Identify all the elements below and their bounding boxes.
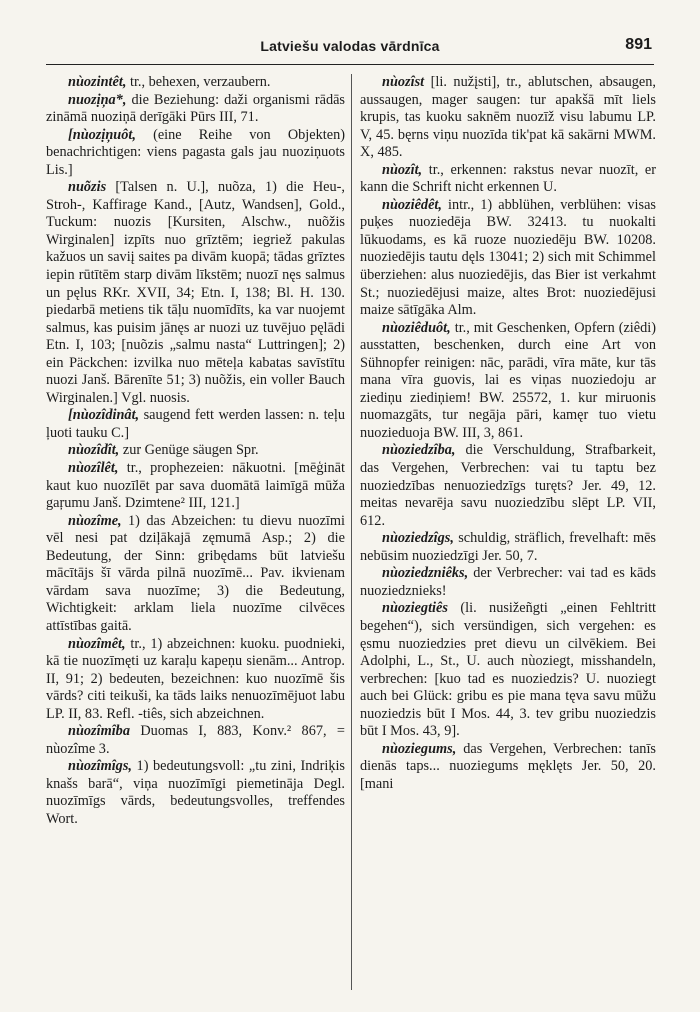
entry-headword: nuozịņa*, [68,91,127,108]
running-title: Latviešu valodas vārdnīca [260,38,440,54]
entry-headword: nùozîmêt, [68,635,126,652]
dictionary-entry [360,442,656,530]
entry-headword: nùozît, [382,161,423,178]
dictionary-entry [360,530,656,565]
entry-text: 1) das Abzeichen: tu dievu nuozīmi vēl nesi pat dziļākajā zęmumā Asp.; 2) die Bedeutung, der Sinn: gribędams būt latviešu mācītājs šī vārda pilnā nuozīmē... Pav. ikvienam vārdam sava nuozīme; 3) die Bedeutung, Wichtigkeit: arklam liela nuozīme cilvēces attīstības gaitā. [46,512,345,634]
entry-headword: [nùozịņuôt, [68,126,136,143]
entry-headword: nùoziedzîgs, [382,530,454,547]
dictionary-entry [46,513,345,636]
header-rule [46,64,654,65]
left-column [46,74,345,998]
entry-headword: nùoziedzniêks, [382,565,469,582]
dictionary-entry [360,162,656,197]
dictionary-entry [46,723,345,758]
dictionary-entry [360,565,656,600]
right-column [360,74,656,998]
column-divider [351,74,352,990]
dictionary-entry [46,460,345,513]
dictionary-entry [46,74,345,92]
page-number: 891 [625,36,652,53]
entry-text: der Verbrecher: vai tad es kāds nuoziedznieks! [360,565,656,599]
entry-text: tr., 1) abzeichnen: kuoku. puodnieki, kā tie nuozīmęti uz karaļu kapeņu sienām... Antrop. II, 91; 2) bedeuten, bezeichnen: kuo nuozīmē šis vārds? citi teikuši, ka tāds laiks nenuozīmējuot labu LP. II, 83. Refl. -tiês, sich abzeichnen. [46,635,345,722]
entry-text: Duomas I, 883, Konv.² 867, = nùozîme 3. [46,723,345,757]
dictionary-entry [46,442,345,460]
entry-headword: nùozîmîba [68,723,130,740]
entry-text: (li. nusižeñgti „einen Fehltritt begehen“), sich versündigen, sich vergehen: es ęsmu nuoziedzies pret dievu un cilvēkiem. Bei Adolphi, L., St., U. auch nùoziegt, misshandeln, verbrechen: [kuo tad es nuoziedzis? U. nuoziegt auch bei Glück: gribu es pie mana tęva savu mūžu nuoziedzis būt I Mos. 44, 3. tev gribu nuoziedzis būt I Mos. 43, 9]. [360,600,656,740]
dictionary-entry [46,636,345,724]
entry-text: intr., 1) abblühen, verblühen: visas puķes nuoziedēja BW. 32413. tu nuokalti lūkuodams, es kā ruoze nuoziedēju BW. 10208. nuoziedējis tautu dęls 13041; 2) sich mit Schimmel überziehen: alus nuoziedējis, das Bier ist verkahmt St.; nuoziedējusi maize, altes Brot: nuoziedējusi maize sātīgāka Alm. [360,196,656,319]
entry-headword: nùoziêduôt, [382,319,451,336]
entry-text: tr., mit Geschenken, Opfern (ziêdi) ausstatten, beschenken, durch eine Art von Sühnopfer reinigen: nāc, parādi, vīra māte, kur tās mana vīra guovis, lai es viņas nuoziedoju ar ziediņu ziediņiem! BW. 25572, 1. kur miruonis nuomazgāts, tur negāja pāri, kamęr tuo vietu nuozieduoja BW. III, 3, 861. [360,319,656,441]
entry-headword: nùoziegums, [382,740,457,757]
dictionary-entry [46,758,345,828]
dictionary-entry [46,179,345,407]
dictionary-entry [360,320,656,443]
entry-text: [Talsen n. U.], nuõza, 1) die Heu-, Stroh-, Kaffirage Kand., [Autz, Wandsen], Gold., Tuckum: nuozis [Kursiten, Alschw., nuõžis Wirginalen] izpīts nuo grīztēm; iegriež pakulas kažuos un saviį saites pa divām kuopā; tādas grīztes iepin rūtītēm starp divām līkstēm; nuozī nęs salmus un pęlus RKr. XVII, 34; Etn. I, 138; Bl. H. 130. piedarbā metiens tik tāļu nuomīdīts, ka var nuojemt salmus, kas puisim jānęs ar nuozi uz tuvējuo pęlādi Etn. I, 103; [nuõzis „salmu nasta“ Luttringen]; 2) ein Päckchen: izvilka nuo mēteļa kabatas savīstītu nuozi Janš. Bārenīte 51; 3) nuõžis, ein voller Bauch Wirginalen.] Vgl. nuosis. [46,179,345,406]
entry-text: tr., prophezeien: nākuotni. [mēģināt kaut kuo nuozīlēt par sava duomātā laimīgā mūža gaŗumu Janš. Dzimtene² III, 121.] [46,460,345,512]
entry-text: [li. nužįsti], tr., ablutschen, absaugen, aussaugen, mager saugen: tur apakšā mīt liels krupis, tas kuoku saknēm nuozīž visu labumu LP. V, 45. bęrns viņu nuozīda tik'pat kā sakārni MWM. X, 485. [360,74,656,161]
entry-text: zur Genüge säugen Spr. [122,442,259,459]
entry-text: tr., behexen, verzaubern. [129,74,271,90]
entry-text: 1) bedeutungsvoll: „tu zini, Indriķis knašs barā“, viņa nuozīmīgi piemetināja Degl. nuozīmīgs vārds, bedeutungsvolles, treffendes Wort. [46,758,345,827]
dictionary-entry [46,407,345,442]
dictionary-entry [360,197,656,320]
dictionary-entry [360,74,656,162]
entry-text: das Vergehen, Verbrechen: tanīs dienās taps... nuoziegums męklęts Jer. 50, 20. [mani [360,740,656,792]
dictionary-entry [360,600,656,740]
entry-text: tr., erkennen: rakstus nevar nuozīt, er kann die Schrift nicht erkennen U. [360,161,656,196]
page-header [46,36,654,60]
entry-headword: nùozîlêt, [68,460,119,477]
entry-text: (eine Reihe von Objekten) benachrichtigen: viens pagasta gals jau nuoziņuots Lis.] [46,126,345,178]
entry-text: saugend fett werden lassen: n. teļu ļuoti tauku C.] [46,407,345,441]
entry-headword: nùozîmîgs, [68,758,132,775]
entry-headword: nùozîst [382,74,425,90]
dictionary-entry [46,127,345,180]
entry-headword: nùoziêdêt, [382,196,442,213]
dictionary-entry [360,741,656,794]
entry-text: die Verschuldung, Strafbarkeit, das Vergehen, Verbrechen: vai tu taptu bez nuoziedzības nenuoziedzīgs turęts? Jer. 49, 12. meitas nevarēja savu nuoziedzību slēpt LP. VII, 612. [360,442,656,529]
entry-headword: [nùozîdinât, [68,407,140,424]
entry-headword: nuõzis [68,179,107,196]
entry-headword: nùozintêt, [68,74,127,90]
entry-headword: nùozîme, [68,512,122,529]
entry-headword: nùoziedzîba, [382,442,456,459]
entry-headword: nùoziegtiês [382,600,448,617]
entry-headword: nùozîdît, [68,442,120,459]
dictionary-entry [46,92,345,127]
entry-text: die Beziehung: daži organismi rādās zināmā nuoziņā derīgāki Pūrs III, 71. [46,91,345,126]
entry-text: schuldig, sträflich, frevelhaft: mēs nebūsim nuoziedzīgi Jer. 50, 7. [360,530,656,564]
